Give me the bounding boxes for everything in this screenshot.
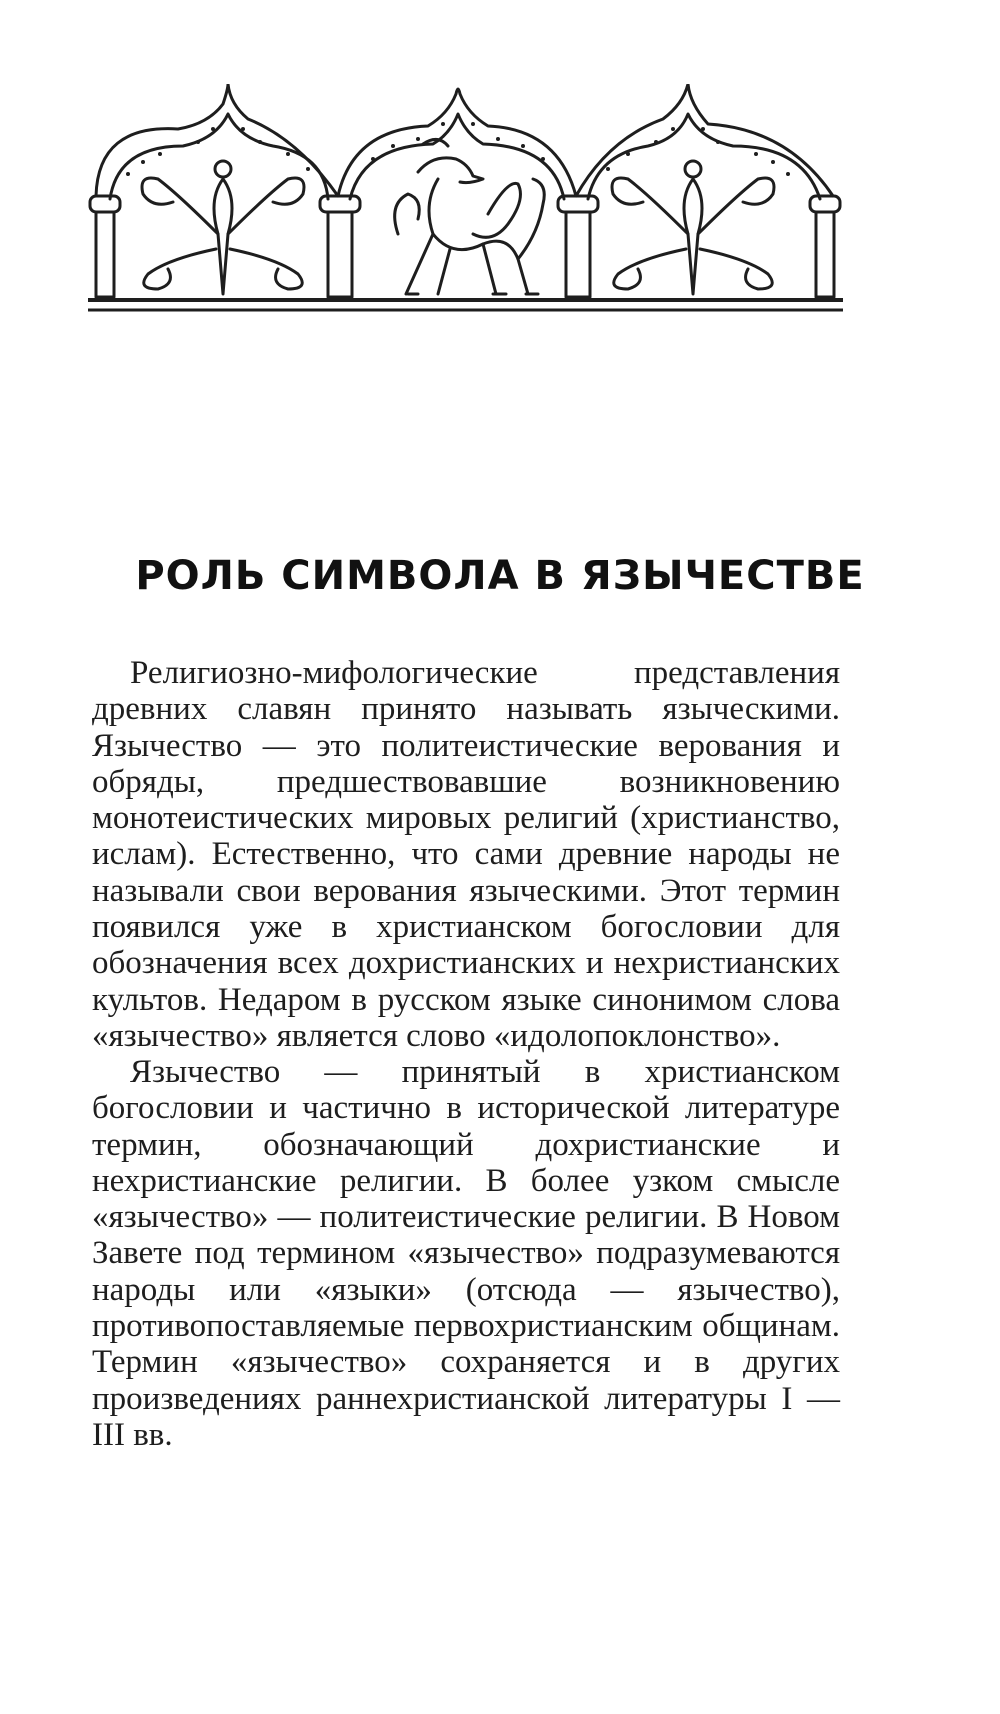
paragraph-text: Язычество — принятый в христианском богословии и частично в исторической литературе термин, обозначающий дохристианские и нехристианские религии. В более узком смысле «язычество» — политеистические религии. В Новом Завете под термином «язычество» подразумеваются народы или «языки» (отсюда — язычество), противопоставляемые первохристианским общинам. Термин «язычество» сохраняется и в других произведениях раннехристианской литературы I — III вв. bbox=[92, 1054, 840, 1453]
paragraph-text: Религиозно-мифологические представления древних славян принято называть языческими. Язычество — это политеистические верования и обряды, предшествовавшие возникновению монотеистических мировых религий (христианство, ислам). Естественно, что сами древние народы не называли свои верования языческими. Этот термин появился уже в христианском богословии для обозначения всех дохристианских и нехристианских культов. Недаром в русском языке синонимом слова «язычество» является слово «идолопоклонство». bbox=[92, 655, 840, 1054]
paragraph bbox=[92, 655, 840, 1054]
page-title: РОЛЬ СИМВОЛА В ЯЗЫЧЕСТВЕ bbox=[135, 553, 865, 599]
paragraph bbox=[92, 1054, 840, 1453]
arch-ornament-icon bbox=[88, 84, 843, 316]
